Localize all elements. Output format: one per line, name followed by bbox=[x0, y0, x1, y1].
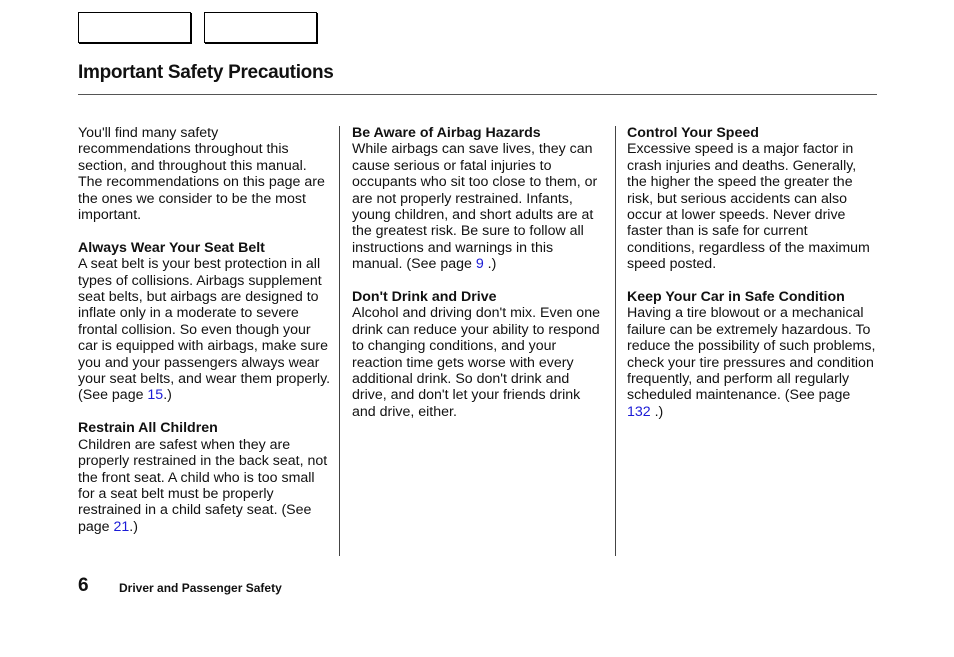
section-name: Driver and Passenger Safety bbox=[119, 581, 282, 595]
title-divider bbox=[78, 94, 877, 95]
speed-section bbox=[627, 125, 877, 273]
intro-block bbox=[78, 125, 334, 223]
drink-text: Alcohol and driving don't mix. Even one drink can reduce your ability to respond to changing conditions, and your reaction time gets worse with every additional drink. So don't drink and drive, and don't let your friends drink and drive, either. bbox=[352, 305, 600, 420]
children-section bbox=[78, 420, 334, 535]
column-divider bbox=[615, 126, 616, 556]
airbag-body: While airbags can save lives, they can cause serious or fatal injuries to occupants who sit too close to them, or are not properly restrained. Infants, young children, and short adults are at the greatest risk. Be sure to follow all instructions and warnings in this manual. (See page bbox=[352, 141, 598, 273]
column-divider bbox=[339, 126, 340, 556]
speed-text: Excessive speed is a major factor in crash injuries and deaths. Generally, the higher the speed the greater the risk, but serious accidents can also occur at lower speeds. Never drive faster than is safe for current conditions, regardless of the maximum speed posted. bbox=[627, 141, 870, 273]
seat-belt-body: A seat belt is your best protection in all types of collisions. Airbags supplement seat belts, but airbags are designed to inflate only in a moderate to severe frontal collision. So even though your car is equipped with airbags, make sure you and your passengers always wear your seat belts, and wear them properly. bbox=[78, 256, 331, 388]
seat-belt-ref-suffix: .) bbox=[163, 387, 172, 404]
previous-page-button[interactable] bbox=[78, 12, 191, 43]
children-ref-suffix: .) bbox=[129, 518, 138, 535]
seat-belt-text bbox=[78, 256, 334, 404]
airbag-text bbox=[352, 141, 607, 272]
page-15-link[interactable]: 15 bbox=[147, 387, 164, 404]
seat-belt-heading: Always Wear Your Seat Belt bbox=[78, 239, 265, 256]
column-left bbox=[78, 125, 334, 552]
seat-belt-section bbox=[78, 240, 334, 404]
drink-heading: Don't Drink and Drive bbox=[352, 289, 497, 306]
condition-ref-suffix: .) bbox=[650, 403, 664, 420]
intro-text: You'll find many safety recommendations throughout this section, and throughout this manual. The recommendations on this page are the ones we consider to be the most important. bbox=[78, 125, 325, 224]
speed-heading: Control Your Speed bbox=[627, 125, 759, 141]
page-21-link[interactable]: 21 bbox=[113, 518, 130, 535]
page-9-link[interactable]: 9 bbox=[475, 256, 484, 273]
children-text bbox=[78, 437, 334, 535]
next-page-button[interactable] bbox=[204, 12, 317, 43]
drink-section bbox=[352, 289, 607, 420]
page-number: 6 bbox=[78, 575, 89, 596]
airbag-ref-suffix: .) bbox=[483, 256, 497, 273]
page-132-link[interactable]: 132 bbox=[627, 403, 651, 420]
airbag-section bbox=[352, 125, 607, 273]
children-body: Children are safest when they are properly restrained in the back seat, not the front seat. A child who is too small for a seat belt must be properly restrained in a child safety seat. (See page bbox=[78, 436, 328, 535]
condition-text bbox=[627, 305, 877, 420]
condition-heading: Keep Your Car in Safe Condition bbox=[627, 289, 845, 306]
condition-section bbox=[627, 289, 877, 420]
seat-belt-ref-prefix: (See page bbox=[78, 387, 148, 404]
children-heading: Restrain All Children bbox=[78, 420, 218, 437]
column-right bbox=[627, 125, 877, 437]
airbag-heading: Be Aware of Airbag Hazards bbox=[352, 125, 541, 141]
page-title: Important Safety Precautions bbox=[78, 62, 334, 83]
condition-ref-prefix: (See page bbox=[780, 387, 851, 404]
column-middle bbox=[352, 125, 607, 437]
condition-body: Having a tire blowout or a mechanical failure can be extremely hazardous. To reduce the possibility of such problems, check your tire pressures and condition frequently, and perform all regularly scheduled maintenance. bbox=[627, 305, 876, 404]
